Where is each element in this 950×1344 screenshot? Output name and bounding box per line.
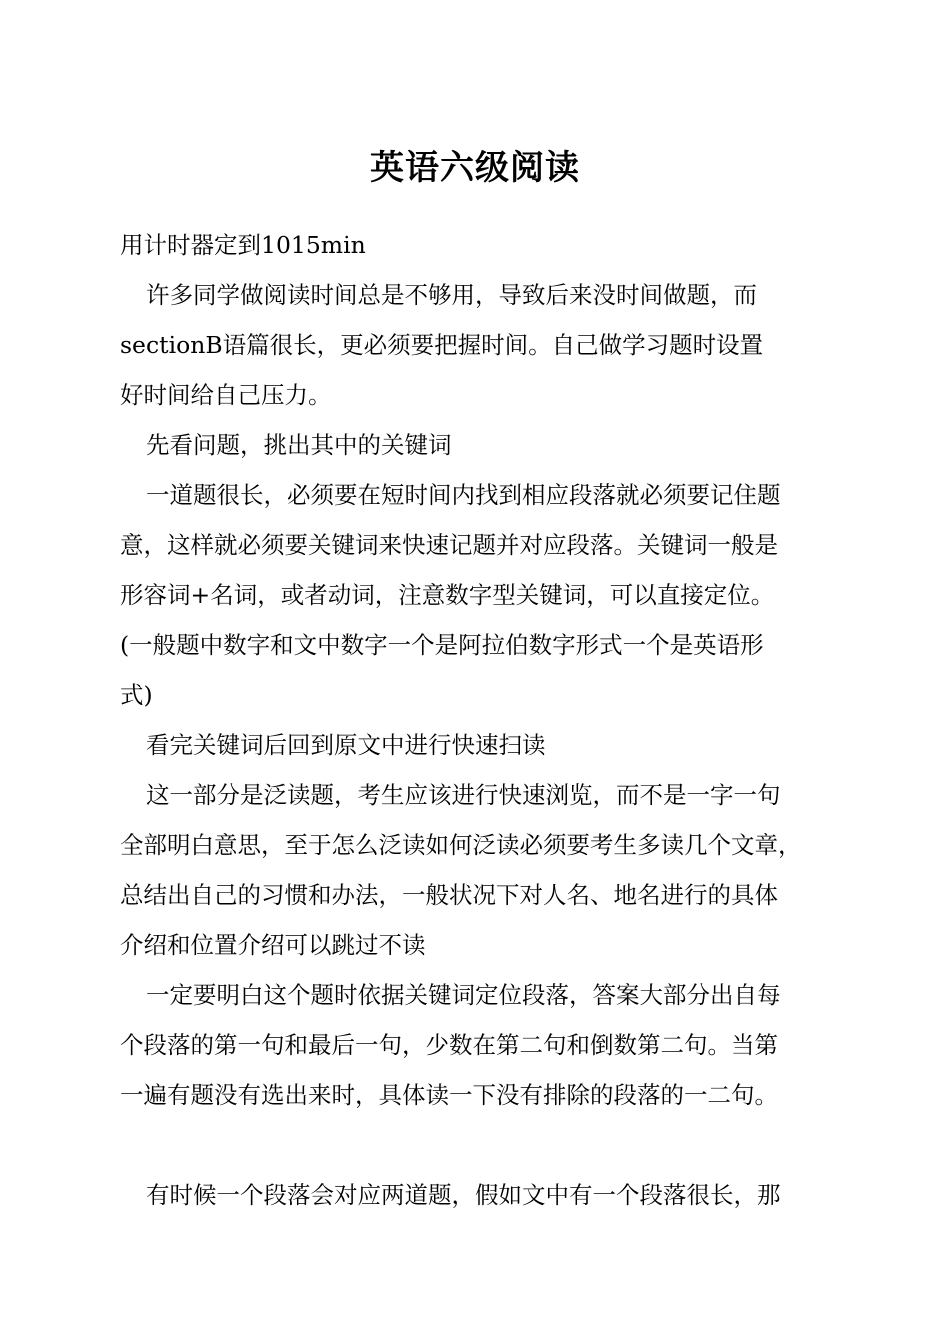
text-line: 这一部分是泛读题，考生应该进行快速浏览，而不是一字一句 bbox=[146, 781, 781, 809]
text-line: 一道题很长，必须要在短时间内找到相应段落就必须要记住题 bbox=[146, 481, 781, 509]
text-line: 先看问题，挑出其中的关键词 bbox=[146, 431, 452, 459]
text-line: 全部明白意思，至于怎么泛读如何泛读必须要考生多读几个文章， bbox=[120, 831, 802, 859]
text-line: sectionB语篇很长，更必须要把握时间。自己做学习题时设置 bbox=[120, 331, 764, 359]
text-line: 总结出自己的习惯和办法，一般状况下对人名、地名进行的具体 bbox=[120, 881, 778, 909]
text-line: (一般题中数字和文中数字一个是阿拉伯数字形式一个是英语形 bbox=[120, 631, 764, 659]
text-line: 用计时器定到1015min bbox=[120, 231, 366, 259]
document-title: 英语六级阅读 bbox=[370, 148, 580, 188]
text-line: 式) bbox=[120, 681, 153, 709]
text-line: 介绍和位置介绍可以跳过不读 bbox=[120, 931, 426, 959]
text-line: 一遍有题没有选出来时，具体读一下没有排除的段落的一二句。 bbox=[120, 1081, 778, 1109]
text-line: 一定要明白这个题时依据关键词定位段落，答案大部分出自每 bbox=[146, 981, 781, 1009]
text-line: 好时间给自己压力。 bbox=[120, 381, 332, 409]
blank-line bbox=[120, 1120, 835, 1170]
document-body bbox=[120, 220, 835, 1220]
text-line: 意，这样就必须要关键词来快速记题并对应段落。关键词一般是 bbox=[120, 531, 778, 559]
text-line: 形容词+名词，或者动词，注意数字型关键词，可以直接定位。 bbox=[120, 581, 775, 609]
text-line: 许多同学做阅读时间总是不够用，导致后来没时间做题，而 bbox=[146, 281, 757, 309]
text-line: 有时候一个段落会对应两道题，假如文中有一个段落很长，那 bbox=[146, 1181, 781, 1209]
text-line: 看完关键词后回到原文中进行快速扫读 bbox=[146, 731, 546, 759]
text-line: 个段落的第一句和最后一句，少数在第二句和倒数第二句。当第 bbox=[120, 1031, 778, 1059]
